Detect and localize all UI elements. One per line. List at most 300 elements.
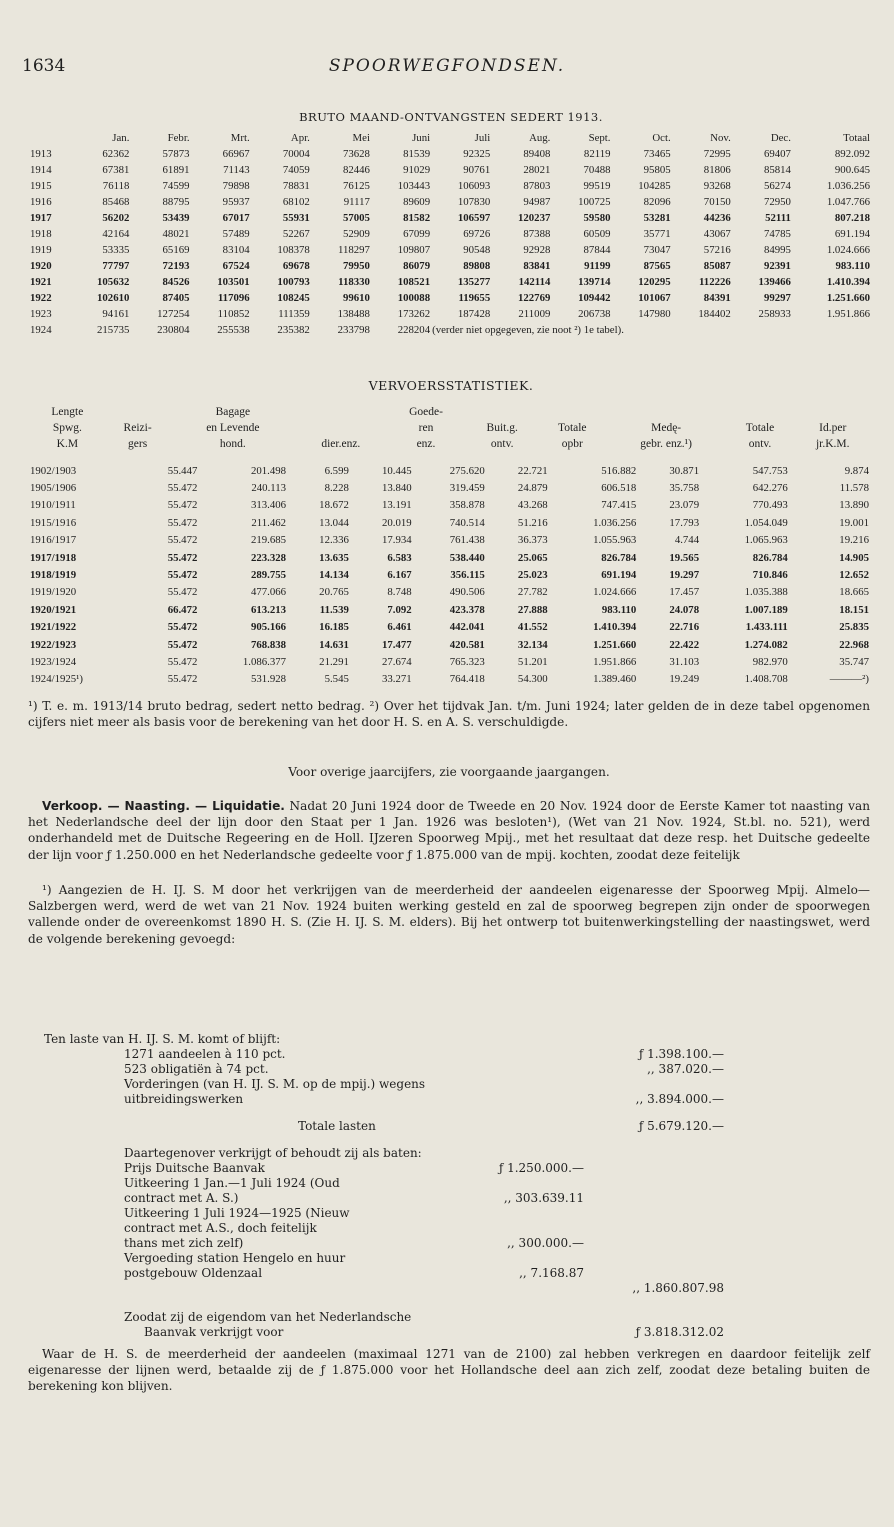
vervoer-cell: 20.019 (381, 516, 412, 529)
vervoer-header-cell (105, 404, 171, 420)
receipts-cell: 118297 (337, 244, 370, 256)
calc-label: uitbreidingswerken (124, 1092, 244, 1106)
spacer (44, 1107, 824, 1119)
receipts-cell: 118330 (338, 276, 370, 288)
receipts-cell: 108245 (277, 292, 310, 304)
vervoer-cell: 1.035.388 (744, 586, 788, 599)
receipts-cell: 691.194 (834, 228, 870, 240)
vervoer-header-cell (295, 404, 386, 420)
calc-label: Prijs Duitsche Baanvak (124, 1161, 265, 1175)
receipts-cell: 983.110 (835, 260, 870, 272)
vervoer-cell: 531.928 (250, 673, 287, 686)
receipts-cell: 92391 (763, 260, 791, 272)
receipts-year: 1918 (30, 228, 52, 240)
calc-row (44, 1191, 824, 1206)
receipts-title: BRUTO MAAND-ONTVANGSTEN SEDERT 1913. (299, 110, 603, 124)
vervoer-header-cell: ontv. (748, 438, 772, 450)
receipts-row (30, 162, 872, 178)
receipts-cell: 106597 (457, 212, 491, 224)
vervoer-cell: 768.838 (250, 638, 287, 651)
vervoer-header-cell: dier.enz. (321, 438, 361, 450)
vervoer-row (30, 653, 872, 670)
vervoer-cell: 25.835 (839, 621, 869, 634)
receipts-cell: 59580 (583, 212, 611, 224)
receipts-cell: 117096 (217, 292, 250, 304)
vervoer-cell: 18.151 (839, 603, 869, 616)
vervoer-row (30, 566, 872, 583)
calc-row (44, 1077, 824, 1092)
vervoer-cell: 55.472 (167, 621, 198, 634)
receipts-year: 1917 (30, 212, 52, 224)
vervoer-cell: 21.291 (319, 655, 349, 668)
vervoer-header-cell: en Levende (206, 422, 260, 434)
vervoer-cell: 5.545 (324, 673, 349, 686)
receipts-cell: 100725 (578, 196, 611, 208)
receipts-note: (verder niet opgegeven, zie noot ²) 1e tabel). (432, 324, 624, 336)
vervoer-cell: 223.328 (250, 551, 287, 564)
receipts-cell: 73047 (643, 244, 671, 256)
receipts-cell: 42164 (102, 228, 130, 240)
receipts-header-cell: Juli (474, 132, 491, 144)
receipts-cell: 122769 (517, 292, 551, 304)
vervoer-year: 1923/1924 (30, 655, 77, 668)
vervoer-header-cell: Totale (745, 422, 775, 434)
receipts-year: 1919 (30, 244, 52, 256)
receipts-row (30, 290, 872, 306)
vervoer-cell: 66.472 (167, 603, 198, 616)
receipts-cell: 215735 (97, 324, 130, 336)
vervoer-cell: 19.216 (839, 534, 869, 547)
vervoer-row (30, 497, 872, 514)
vervoer-cell: 6.167 (387, 569, 412, 582)
vervoer-cell: 275.620 (449, 464, 485, 477)
vervoer-cell: 11.539 (319, 603, 349, 616)
calc-label: thans met zich zelf) (124, 1236, 244, 1250)
receipts-cell: 72995 (703, 148, 731, 160)
receipts-cell: 70488 (583, 164, 611, 176)
receipts-cell: 142114 (518, 276, 551, 288)
receipts-cell: 1.024.666 (826, 244, 870, 256)
vervoer-cell: 1.007.189 (744, 603, 788, 616)
vervoer-cell: 983.110 (601, 603, 637, 616)
vervoer-cell: 10.445 (381, 464, 412, 477)
calc-amount: ,, 303.639.11 (503, 1191, 584, 1205)
receipts-cell: 72193 (162, 260, 190, 272)
receipts-cell: 35771 (643, 228, 671, 240)
receipts-cell: 99519 (583, 180, 611, 192)
receipts-row (30, 146, 872, 162)
vervoer-cell: 289.755 (250, 569, 287, 582)
calc-row (44, 1176, 824, 1191)
vervoer-cell: 770.493 (752, 499, 788, 512)
footnote-verkoop (28, 882, 870, 947)
vervoer-cell: 538.440 (449, 551, 485, 564)
vervoer-cell: 1.410.394 (593, 621, 637, 634)
receipts-cell: 28021 (523, 164, 551, 176)
receipts-header-cell: Sept. (588, 132, 611, 144)
receipts-row (30, 194, 872, 210)
vervoer-header-cell (793, 404, 872, 420)
receipts-cell: 84391 (703, 292, 731, 304)
calc-label: Baanvak verkrijgt voor (144, 1325, 284, 1339)
receipts-cell: 103443 (397, 180, 431, 192)
receipts-cell: 82096 (643, 196, 671, 208)
vervoer-header-cell (539, 404, 606, 420)
receipts-row (30, 210, 872, 226)
overige-text: Voor overige jaarcijfers, zie voorgaande jaargangen. (288, 765, 610, 779)
receipts-cell: 1.951.866 (826, 308, 870, 320)
calc-row (44, 1325, 824, 1340)
receipts-row (30, 178, 872, 194)
receipts-cell: 1.047.766 (826, 196, 870, 208)
receipts-header-cell: Febr. (167, 132, 190, 144)
receipts-cell: 147980 (638, 308, 671, 320)
vervoer-cell: 51.201 (517, 655, 548, 668)
calc-row (44, 1161, 824, 1176)
vervoer-cell: 13.840 (381, 482, 412, 495)
receipts-cell: 67524 (222, 260, 250, 272)
vervoer-header-cell: Buit.g. (486, 422, 518, 434)
vervoer-cell: 19.565 (669, 551, 700, 564)
receipts-cell: 109807 (397, 244, 431, 256)
vervoer-cell: 12.336 (319, 534, 349, 547)
vervoer-cell: 55.472 (167, 673, 198, 686)
receipts-cell: 119655 (458, 292, 491, 304)
vervoer-header-cell: gers (128, 438, 148, 450)
receipts-header-cell: Totaal (843, 132, 870, 144)
receipts-header-cell: Dec. (770, 132, 791, 144)
vervoer-cell: 35.747 (839, 655, 869, 668)
receipts-year: 1924 (30, 324, 52, 336)
receipts-cell: 69726 (463, 228, 491, 240)
vervoer-cell: 17.477 (381, 638, 412, 651)
receipts-cell: 82119 (583, 148, 611, 160)
receipts-cell: 120237 (517, 212, 551, 224)
receipts-cell: 79950 (342, 260, 370, 272)
receipts-cell: 91029 (403, 164, 431, 176)
receipts-cell: 139466 (758, 276, 791, 288)
receipts-year: 1920 (30, 260, 52, 272)
vervoer-cell: 1.036.256 (593, 516, 637, 529)
vervoer-cell: 35.758 (669, 482, 700, 495)
receipts-cell: 73628 (342, 148, 370, 160)
vervoer-cell: 19.297 (669, 569, 700, 582)
receipts-cell: 900.645 (834, 164, 870, 176)
vervoer-cell: 55.472 (167, 655, 198, 668)
vervoer-cell: 490.506 (449, 586, 485, 599)
receipts-cell: 110852 (217, 308, 250, 320)
vervoer-cell: 547.753 (752, 464, 788, 477)
vervoer-header-cell: Goede- (409, 406, 443, 418)
vervoer-cell: 19.249 (669, 673, 700, 686)
vervoer-cell: 18.672 (319, 499, 349, 512)
vervoer-cell: 477.066 (250, 586, 287, 599)
receipts-cell: 233798 (337, 324, 370, 336)
vervoer-header (30, 404, 872, 452)
closing-text: Waar de H. S. de meerderheid der aandeelen (maximaal 1271 van de 2100) zal hebben verkregen en daardoor feitelijk zelf eigenaresse der lijnen werd, betaalde zij de ƒ 1.875.000 voor het Hollandsche deel aan zich zelf, zoodat deze betaling buiten de berekening kon blijven. (28, 1347, 870, 1394)
receipts-header-cell: Mrt. (230, 132, 250, 144)
vervoer-cell: 1.433.111 (745, 621, 788, 634)
vervoer-cell: 313.406 (250, 499, 287, 512)
vervoer-cell: 20.765 (319, 586, 349, 599)
receipts-row (30, 274, 872, 290)
vervoer-cell: 211.462 (251, 516, 287, 529)
vervoer-cell: 13.635 (319, 551, 349, 564)
vervoer-row (30, 549, 872, 566)
vervoer-cell: 55.472 (167, 499, 198, 512)
vervoer-title: VERVOERSSTATISTIEK. (368, 378, 534, 393)
page-number: 1634 (22, 56, 66, 76)
vervoer-header-cell: opbr (561, 438, 583, 450)
receipts-cell: 84526 (162, 276, 190, 288)
calc-amount: ,, 7.168.87 (519, 1266, 584, 1280)
receipts-cell: 68102 (282, 196, 310, 208)
vervoer-cell: 23.079 (669, 499, 700, 512)
calc-row (44, 1310, 824, 1325)
receipts-cell: 139714 (578, 276, 611, 288)
vervoer-cell: 1.065.963 (744, 534, 788, 547)
spacer (44, 1134, 824, 1146)
receipts-cell: 66967 (222, 148, 250, 160)
receipts-cell: 91117 (343, 196, 370, 208)
receipts-cell: 127254 (157, 308, 190, 320)
receipts-cell: 101067 (638, 292, 671, 304)
vervoer-cell: 25.023 (517, 569, 548, 582)
receipts-row (30, 242, 872, 258)
calc-row (44, 1092, 824, 1107)
vervoer-cell: 27.782 (517, 586, 548, 599)
vervoer-cell: 17.457 (669, 586, 700, 599)
receipts-cell: 76125 (342, 180, 370, 192)
vervoer-year: 1905/1906 (30, 482, 77, 495)
vervoer-cell: 4.744 (674, 534, 700, 547)
calc-amount: ƒ 3.818.312.02 (635, 1325, 724, 1339)
vervoer-cell: 7.092 (387, 603, 412, 616)
calc-label: 523 obligatiën à 74 pct. (124, 1062, 269, 1076)
vervoer-cell: 22.721 (517, 464, 548, 477)
receipts-cell: 73465 (643, 148, 671, 160)
vervoer-header-cell: K.M (56, 438, 79, 450)
vervoer-cell: 8.228 (324, 482, 349, 495)
vervoer-cell: 51.216 (517, 516, 548, 529)
receipts-cell: 57489 (222, 228, 250, 240)
vervoer-cell: 25.065 (517, 551, 548, 564)
vervoer-cell: 19.001 (839, 516, 869, 529)
vervoer-cell: 982.970 (752, 655, 788, 668)
calc-row (44, 1062, 824, 1077)
calc-label: contract met A. S.) (124, 1191, 239, 1205)
vervoer-cell: 764.418 (449, 673, 485, 686)
receipts-cell: 87803 (523, 180, 551, 192)
receipts-cell: 100088 (397, 292, 431, 304)
vervoer-year: 1922/1923 (30, 638, 77, 651)
calc-row (44, 1281, 824, 1296)
vervoer-year: 1910/1911 (30, 499, 76, 512)
vervoer-header-cell (727, 404, 794, 420)
receipts-cell: 88795 (162, 196, 190, 208)
receipts-cell: 184402 (698, 308, 731, 320)
vervoer-cell: 8.748 (387, 586, 412, 599)
receipts-cell: 87844 (583, 244, 611, 256)
vervoer-year: 1920/1921 (30, 603, 77, 616)
vervoer-cell: 420.581 (449, 638, 485, 651)
vervoer-year: 1921/1922 (30, 621, 77, 634)
vervoer-header-cell: Lengte (51, 406, 84, 418)
vervoer-cell: 710.846 (752, 569, 788, 582)
receipts-cell: 100793 (277, 276, 310, 288)
calc-row (44, 1047, 824, 1062)
verkoop-lead: Verkoop. — Naasting. — Liquidatie. (42, 799, 285, 813)
vervoer-cell: ———²) (829, 673, 869, 686)
receipts-cell: 211009 (518, 308, 551, 320)
receipts-cell: 53439 (162, 212, 190, 224)
vervoer-cell: 1.024.666 (593, 586, 637, 599)
receipts-cell: 74599 (162, 180, 190, 192)
vervoer-cell: 27.888 (517, 603, 548, 616)
footnote-vervoer-text: ¹) T. e. m. 1913/14 bruto bedrag, sedert netto bedrag. ²) Over het tijdvak Jan. t/m. Juni 1924; later gelden de in deze tabel opgenomen cijfers niet meer als basis voor de berekening van het door H. S. en A. S. verschuldigde. (28, 699, 870, 730)
receipts-cell: 52111 (765, 212, 791, 224)
receipts-cell: 61891 (162, 164, 190, 176)
vervoer-cell: 17.793 (669, 516, 700, 529)
vervoer-cell: 33.271 (381, 673, 412, 686)
vervoer-year: 1919/1920 (30, 586, 77, 599)
vervoer-header-cell: Medę- (651, 422, 682, 434)
page-header (22, 56, 872, 82)
receipts-cell: 235382 (277, 324, 310, 336)
receipts-header-cell: Nov. (710, 132, 731, 144)
vervoer-cell: 219.685 (250, 534, 287, 547)
vervoer-cell: 13.191 (381, 499, 412, 512)
receipts-cell: 120295 (638, 276, 671, 288)
receipts-cell: 92928 (523, 244, 551, 256)
receipts-cell: 81582 (403, 212, 431, 224)
vervoer-cell: 642.276 (752, 482, 788, 495)
vervoer-cell: 6.599 (324, 464, 349, 477)
receipts-cell: 81539 (403, 148, 431, 160)
receipts-table (30, 130, 872, 338)
receipts-cell: 138488 (337, 308, 370, 320)
receipts-cell: 230804 (157, 324, 190, 336)
receipts-cell: 77797 (102, 260, 130, 272)
receipts-cell: 93268 (703, 180, 731, 192)
vervoer-cell: 1.054.049 (744, 516, 788, 529)
receipts-cell: 892.092 (834, 148, 870, 160)
vervoer-header-cell (466, 404, 539, 420)
vervoer-cell: 54.300 (517, 673, 548, 686)
receipts-cell: 83841 (523, 260, 551, 272)
footnote-vervoer (28, 698, 870, 730)
calc-label: Vergoeding station Hengelo en huur (124, 1251, 346, 1265)
receipts-cell: 1.036.256 (826, 180, 870, 192)
vervoer-cell: 18.665 (839, 586, 869, 599)
receipts-cell: 95937 (222, 196, 250, 208)
calc-row (44, 1146, 824, 1161)
vervoer-year: 1902/1903 (30, 464, 77, 477)
receipts-cell: 104285 (638, 180, 671, 192)
vervoer-cell: 55.472 (167, 551, 198, 564)
vervoer-header-row (30, 404, 872, 420)
receipts-cell: 65169 (162, 244, 190, 256)
receipts-year: 1914 (30, 164, 52, 176)
vervoer-cell: 22.422 (669, 638, 700, 651)
receipts-cell: 1.251.660 (826, 292, 870, 304)
calc-label: 1271 aandeelen à 110 pct. (124, 1047, 286, 1061)
vervoer-cell: 1.274.082 (744, 638, 788, 651)
receipts-cell: 85814 (763, 164, 791, 176)
vervoer-cell: 13.044 (319, 516, 349, 529)
receipts-row (30, 322, 872, 338)
receipts-row (30, 258, 872, 274)
receipts-cell: 84995 (763, 244, 791, 256)
vervoer-cell: 36.373 (517, 534, 548, 547)
receipts-cell: 71143 (223, 164, 250, 176)
vervoer-cell: 55.472 (167, 534, 198, 547)
calc-label: Ten laste van H. IJ. S. M. komt of blijft: (44, 1032, 281, 1046)
vervoer-cell: 31.103 (669, 655, 700, 668)
receipts-cell: 87405 (162, 292, 190, 304)
vervoer-header-cell (606, 404, 727, 420)
receipts-year: 1923 (30, 308, 52, 320)
receipts-cell: 53281 (643, 212, 671, 224)
vervoer-cell: 27.674 (381, 655, 412, 668)
receipts-cell: 85468 (102, 196, 130, 208)
overige-note (28, 764, 870, 780)
vervoer-cell: 55.472 (167, 638, 198, 651)
vervoer-cell: 905.166 (250, 621, 287, 634)
vervoer-header-cell: jr.K.M. (815, 438, 850, 450)
receipts-cell: 53335 (102, 244, 130, 256)
receipts-cell: 62362 (102, 148, 130, 160)
receipts-cell: 67017 (222, 212, 250, 224)
vervoer-cell: 55.472 (167, 569, 198, 582)
receipts-row (30, 306, 872, 322)
vervoer-header-cell: ren (418, 422, 434, 434)
vervoer-cell: 55.472 (167, 482, 198, 495)
vervoer-row (30, 619, 872, 636)
receipts-cell: 82446 (342, 164, 370, 176)
vervoer-cell: 1.389.460 (593, 673, 637, 686)
receipts-cell: 56274 (763, 180, 791, 192)
receipts-cell: 135277 (457, 276, 491, 288)
receipts-cell: 56202 (102, 212, 130, 224)
receipts-cell: 72950 (763, 196, 791, 208)
calc-label: Daartegenover verkrijgt of behoudt zij als baten: (124, 1146, 422, 1160)
receipts-cell: 807.218 (834, 212, 870, 224)
vervoer-header-cell: Reizi- (123, 422, 152, 434)
receipts-header-cell: Apr. (290, 132, 310, 144)
receipts-cell: 89609 (403, 196, 431, 208)
receipts-cell: 105632 (97, 276, 130, 288)
receipts-cell: 90761 (463, 164, 491, 176)
receipts-cell: 108521 (397, 276, 431, 288)
receipts-header-cell: Aug. (529, 132, 551, 144)
receipts-year: 1916 (30, 196, 52, 208)
receipts-cell: 69678 (282, 260, 310, 272)
vervoer-cell: 761.438 (449, 534, 485, 547)
vervoer-cell: 747.415 (601, 499, 637, 512)
receipts-cell: 112226 (699, 276, 731, 288)
receipts-cell: 106093 (457, 180, 491, 192)
vervoer-cell: 11.578 (839, 482, 869, 495)
vervoer-cell: 30.871 (669, 464, 700, 477)
receipts-cell: 173262 (397, 308, 431, 320)
receipts-cell: 79898 (222, 180, 250, 192)
vervoer-row (30, 601, 872, 618)
vervoer-cell: 613.213 (250, 603, 287, 616)
receipts-cell: 99610 (342, 292, 370, 304)
receipts-cell: 89808 (463, 260, 491, 272)
calc-amount: ,, 3.894.000.— (635, 1092, 724, 1106)
